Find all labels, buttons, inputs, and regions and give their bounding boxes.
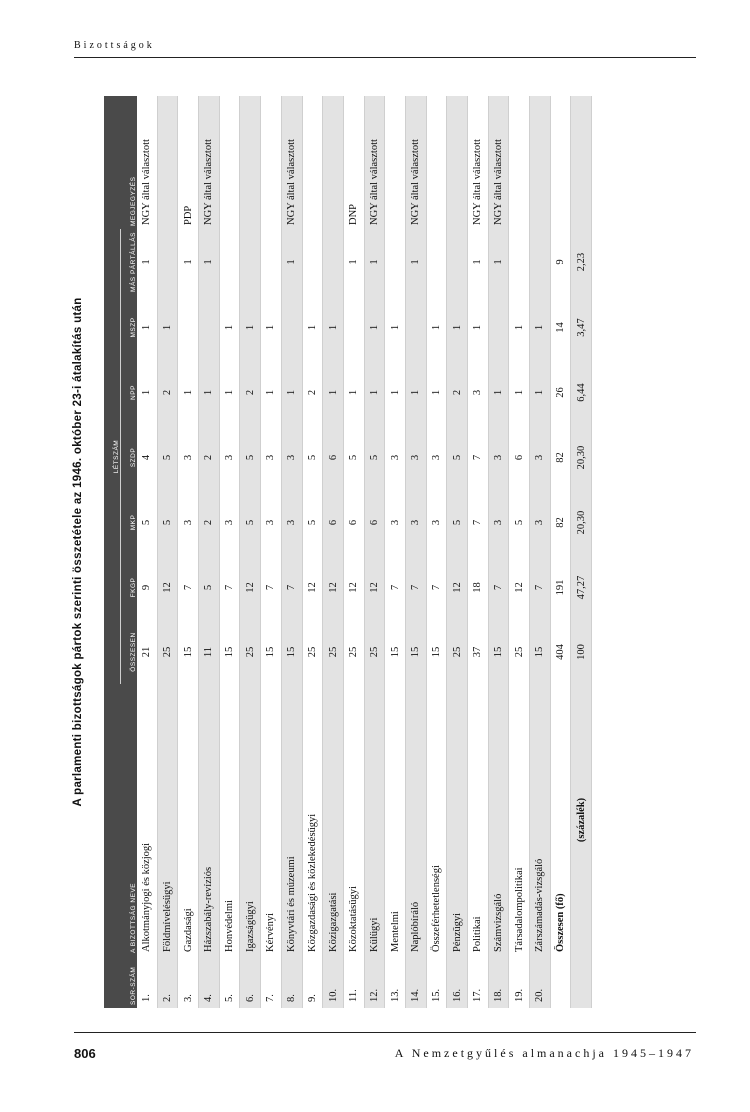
count-mszp: 1 <box>364 295 385 360</box>
count-fkgp: 5 <box>199 555 220 620</box>
remark <box>426 96 447 229</box>
committee-name: Kérvényi <box>261 684 282 956</box>
committee-number: 14. <box>405 956 426 1008</box>
committee-number: 6. <box>240 956 261 1008</box>
count-osszesen: 21 <box>137 620 157 684</box>
header-mszp: MSZP <box>121 295 138 360</box>
count-mszp: 1 <box>385 295 406 360</box>
count-szdp: 6 <box>323 425 344 490</box>
remark: NGY által választott <box>281 96 302 229</box>
count-mszp <box>488 295 509 360</box>
header-osszesen: ÖSSZESEN <box>121 620 138 684</box>
count-npp: 1 <box>530 360 551 425</box>
remark: NGY által választott <box>468 96 489 229</box>
percent-row <box>571 96 592 1008</box>
count-npp: 2 <box>447 360 468 425</box>
table-row <box>137 96 157 1008</box>
committee-table-wrapper <box>104 96 587 1008</box>
count-osszesen: 15 <box>530 620 551 684</box>
committee-name: Társadalompolitikai <box>509 684 530 956</box>
table-row <box>509 96 530 1008</box>
table-title: A parlamenti bizottságok pártok szerinti összetétele az 1946. október 23-i átalakítás után <box>72 297 84 807</box>
count-mas: 1 <box>178 229 199 295</box>
count-mszp: 1 <box>219 295 240 360</box>
count-mkp: 7 <box>468 490 489 555</box>
remark: NGY által választott <box>488 96 509 229</box>
committee-number: 12. <box>364 956 385 1008</box>
committee-name: Politikai <box>468 684 489 956</box>
committee-number: 7. <box>261 956 282 1008</box>
committee-number: 10. <box>323 956 344 1008</box>
count-osszesen: 15 <box>488 620 509 684</box>
total-fkgp: 191 <box>550 555 571 620</box>
count-mas: 1 <box>488 229 509 295</box>
total-npp: 26 <box>550 360 571 425</box>
count-mszp: 1 <box>426 295 447 360</box>
committee-number: 17. <box>468 956 489 1008</box>
table-row <box>219 96 240 1008</box>
table-row <box>447 96 468 1008</box>
committee-name: Igazságügyi <box>240 684 261 956</box>
remark <box>385 96 406 229</box>
committee-number: 15. <box>426 956 447 1008</box>
count-osszesen: 15 <box>405 620 426 684</box>
percent-mkp: 20,30 <box>571 490 592 555</box>
count-npp: 1 <box>385 360 406 425</box>
committee-number: 18. <box>488 956 509 1008</box>
count-osszesen: 25 <box>509 620 530 684</box>
count-mas <box>385 229 406 295</box>
count-mkp: 3 <box>219 490 240 555</box>
committee-number: 20. <box>530 956 551 1008</box>
count-mszp: 1 <box>447 295 468 360</box>
count-mszp: 1 <box>302 295 323 360</box>
count-mas <box>157 229 178 295</box>
count-mszp <box>343 295 364 360</box>
total-row <box>550 96 571 1008</box>
header-megjegyzes: MEGJEGYZÉS <box>104 96 137 229</box>
remark <box>447 96 468 229</box>
count-mkp: 5 <box>157 490 178 555</box>
count-npp: 1 <box>405 360 426 425</box>
count-szdp: 5 <box>240 425 261 490</box>
header-fkgp: FKGP <box>121 555 138 620</box>
count-mkp: 3 <box>178 490 199 555</box>
table-row <box>426 96 447 1008</box>
total-mas: 9 <box>550 229 571 295</box>
count-szdp: 3 <box>426 425 447 490</box>
committee-name: Házszabály-revíziós <box>199 684 220 956</box>
committee-number: 9. <box>302 956 323 1008</box>
count-szdp: 3 <box>219 425 240 490</box>
count-fkgp: 12 <box>157 555 178 620</box>
count-fkgp: 7 <box>530 555 551 620</box>
page-number: 806 <box>74 1046 96 1061</box>
count-mas <box>302 229 323 295</box>
percent-label: (százalék) <box>571 684 592 956</box>
count-mszp: 1 <box>261 295 282 360</box>
count-szdp: 5 <box>364 425 385 490</box>
count-mkp: 3 <box>261 490 282 555</box>
count-osszesen: 15 <box>385 620 406 684</box>
remark <box>219 96 240 229</box>
count-szdp: 3 <box>405 425 426 490</box>
count-fkgp: 12 <box>302 555 323 620</box>
committee-number: 1. <box>137 956 157 1008</box>
table-title-strip <box>60 96 96 1008</box>
count-mszp: 1 <box>240 295 261 360</box>
remark <box>530 96 551 229</box>
count-mkp: 5 <box>447 490 468 555</box>
count-szdp: 3 <box>178 425 199 490</box>
committee-name: Naplóbíráló <box>405 684 426 956</box>
header-mkp: MKP <box>121 490 138 555</box>
count-mkp: 5 <box>240 490 261 555</box>
count-mas: 1 <box>137 229 157 295</box>
count-npp: 1 <box>426 360 447 425</box>
committee-number: 2. <box>157 956 178 1008</box>
book-title: A Nemzetgyűlés almanachja 1945–1947 <box>394 1046 694 1060</box>
count-mszp: 1 <box>157 295 178 360</box>
count-mkp: 5 <box>302 490 323 555</box>
count-fkgp: 12 <box>509 555 530 620</box>
count-npp: 1 <box>219 360 240 425</box>
count-szdp: 6 <box>509 425 530 490</box>
committee-name: Közoktatásügyi <box>343 684 364 956</box>
count-npp: 1 <box>199 360 220 425</box>
count-mas: 1 <box>364 229 385 295</box>
count-osszesen: 25 <box>343 620 364 684</box>
committee-number: 19. <box>509 956 530 1008</box>
count-mas: 1 <box>281 229 302 295</box>
count-szdp: 3 <box>261 425 282 490</box>
committee-name: Számvizsgáló <box>488 684 509 956</box>
committee-name: Gazdasági <box>178 684 199 956</box>
count-fkgp: 7 <box>488 555 509 620</box>
count-npp: 2 <box>240 360 261 425</box>
committee-name: Külügyi <box>364 684 385 956</box>
count-fkgp: 7 <box>405 555 426 620</box>
count-osszesen: 11 <box>199 620 220 684</box>
committee-name: Honvédelmi <box>219 684 240 956</box>
total-mkp: 82 <box>550 490 571 555</box>
count-fkgp: 7 <box>426 555 447 620</box>
count-szdp: 5 <box>343 425 364 490</box>
count-fkgp: 7 <box>178 555 199 620</box>
count-mkp: 6 <box>323 490 344 555</box>
percent-fkgp: 47,27 <box>571 555 592 620</box>
header-sorszam: SOR-SZÁM <box>104 956 137 1008</box>
count-npp: 1 <box>178 360 199 425</box>
remark <box>157 96 178 229</box>
count-fkgp: 12 <box>323 555 344 620</box>
count-osszesen: 15 <box>426 620 447 684</box>
count-mkp: 3 <box>488 490 509 555</box>
count-mkp: 5 <box>509 490 530 555</box>
count-osszesen: 25 <box>240 620 261 684</box>
committee-name: Mentelmi <box>385 684 406 956</box>
count-mkp: 3 <box>405 490 426 555</box>
percent-osszesen: 100 <box>571 620 592 684</box>
table-row <box>261 96 282 1008</box>
count-fkgp: 7 <box>261 555 282 620</box>
total-mszp: 14 <box>550 295 571 360</box>
count-mas: 1 <box>343 229 364 295</box>
count-osszesen: 25 <box>447 620 468 684</box>
count-npp: 1 <box>364 360 385 425</box>
table-row <box>468 96 489 1008</box>
count-mszp <box>178 295 199 360</box>
count-npp: 1 <box>488 360 509 425</box>
remark: NGY által választott <box>364 96 385 229</box>
count-fkgp: 18 <box>468 555 489 620</box>
count-szdp: 4 <box>137 425 157 490</box>
committee-number: 3. <box>178 956 199 1008</box>
running-header: Bizottságok <box>74 40 155 51</box>
committee-name: Zárszámadás-vizsgáló <box>530 684 551 956</box>
count-mkp: 3 <box>281 490 302 555</box>
count-mszp: 1 <box>509 295 530 360</box>
table-row <box>240 96 261 1008</box>
header-letszam: LÉTSZÁM <box>104 229 121 684</box>
count-szdp: 2 <box>199 425 220 490</box>
count-mszp <box>199 295 220 360</box>
count-fkgp: 12 <box>364 555 385 620</box>
footer-rule <box>74 1032 696 1033</box>
count-szdp: 7 <box>468 425 489 490</box>
count-fkgp: 9 <box>137 555 157 620</box>
percent-szdp: 20,30 <box>571 425 592 490</box>
count-osszesen: 37 <box>468 620 489 684</box>
count-szdp: 3 <box>385 425 406 490</box>
count-mszp: 1 <box>323 295 344 360</box>
remark: NGY által választott <box>137 96 157 229</box>
count-mas <box>447 229 468 295</box>
committee-name: Alkotmányjogi és közjogi <box>137 684 157 956</box>
count-fkgp: 12 <box>343 555 364 620</box>
count-mas <box>530 229 551 295</box>
count-szdp: 3 <box>281 425 302 490</box>
count-szdp: 5 <box>302 425 323 490</box>
count-mszp: 1 <box>137 295 157 360</box>
count-mszp <box>405 295 426 360</box>
count-mas <box>509 229 530 295</box>
table-row <box>343 96 364 1008</box>
count-mszp: 1 <box>530 295 551 360</box>
count-fkgp: 12 <box>447 555 468 620</box>
count-mas: 1 <box>199 229 220 295</box>
total-osszesen: 404 <box>550 620 571 684</box>
table-row <box>405 96 426 1008</box>
count-mas: 1 <box>468 229 489 295</box>
count-szdp: 5 <box>447 425 468 490</box>
count-mas <box>426 229 447 295</box>
header-szdp: SZDP <box>121 425 138 490</box>
committee-name: Pénzügyi <box>447 684 468 956</box>
count-npp: 1 <box>281 360 302 425</box>
count-fkgp: 7 <box>219 555 240 620</box>
count-osszesen: 25 <box>302 620 323 684</box>
committee-number: 5. <box>219 956 240 1008</box>
committee-number: 16. <box>447 956 468 1008</box>
table-row <box>302 96 323 1008</box>
count-mkp: 3 <box>385 490 406 555</box>
committee-name: Könyvtári és múzeumi <box>281 684 302 956</box>
count-npp: 2 <box>302 360 323 425</box>
committee-name: Összeférhetetlenségi <box>426 684 447 956</box>
remark: NGY által választott <box>199 96 220 229</box>
table-row <box>488 96 509 1008</box>
header-rule <box>74 57 696 58</box>
committee-name: Közgazdasági és közlekedésügyi <box>302 684 323 956</box>
count-mkp: 5 <box>137 490 157 555</box>
remark <box>261 96 282 229</box>
count-mkp: 2 <box>199 490 220 555</box>
total-label: Összesen (fő) <box>550 684 571 956</box>
header-mas-partallas: MÁS PÁRTÁLLÁS <box>121 229 138 295</box>
remark: PDP <box>178 96 199 229</box>
committee-number: 11. <box>343 956 364 1008</box>
count-mas <box>323 229 344 295</box>
table-row <box>364 96 385 1008</box>
count-mas <box>261 229 282 295</box>
table-row <box>178 96 199 1008</box>
count-mas <box>240 229 261 295</box>
remark <box>240 96 261 229</box>
count-fkgp: 7 <box>281 555 302 620</box>
committee-name: Közigazgatási <box>323 684 344 956</box>
count-npp: 2 <box>157 360 178 425</box>
header-npp: NPP <box>121 360 138 425</box>
percent-mas: 2,23 <box>571 229 592 295</box>
count-mszp: 1 <box>468 295 489 360</box>
count-osszesen: 15 <box>178 620 199 684</box>
remark <box>302 96 323 229</box>
count-mas <box>219 229 240 295</box>
committee-composition-table <box>104 96 592 1008</box>
header-committee-name: A BIZOTTSÁG NEVE <box>104 684 137 956</box>
count-szdp: 3 <box>488 425 509 490</box>
table-row <box>281 96 302 1008</box>
committee-name: Földmívelésügyi <box>157 684 178 956</box>
table-row <box>385 96 406 1008</box>
count-osszesen: 15 <box>281 620 302 684</box>
count-osszesen: 15 <box>219 620 240 684</box>
table-row <box>199 96 220 1008</box>
remark <box>509 96 530 229</box>
remark: DNP <box>343 96 364 229</box>
count-osszesen: 25 <box>323 620 344 684</box>
table-row <box>530 96 551 1008</box>
count-osszesen: 25 <box>157 620 178 684</box>
committee-number: 4. <box>199 956 220 1008</box>
percent-npp: 6,44 <box>571 360 592 425</box>
count-szdp: 3 <box>530 425 551 490</box>
count-mas: 1 <box>405 229 426 295</box>
count-mszp <box>281 295 302 360</box>
count-szdp: 5 <box>157 425 178 490</box>
remark <box>323 96 344 229</box>
count-fkgp: 7 <box>385 555 406 620</box>
count-osszesen: 15 <box>261 620 282 684</box>
count-fkgp: 12 <box>240 555 261 620</box>
committee-number: 13. <box>385 956 406 1008</box>
count-npp: 1 <box>343 360 364 425</box>
count-npp: 3 <box>468 360 489 425</box>
count-npp: 1 <box>137 360 157 425</box>
table-row <box>157 96 178 1008</box>
count-npp: 1 <box>509 360 530 425</box>
committee-number: 8. <box>281 956 302 1008</box>
total-szdp: 82 <box>550 425 571 490</box>
percent-mszp: 3,47 <box>571 295 592 360</box>
count-npp: 1 <box>323 360 344 425</box>
count-npp: 1 <box>261 360 282 425</box>
table-row <box>323 96 344 1008</box>
count-mkp: 3 <box>426 490 447 555</box>
count-mkp: 6 <box>364 490 385 555</box>
count-mkp: 3 <box>530 490 551 555</box>
remark: NGY által választott <box>405 96 426 229</box>
count-mkp: 6 <box>343 490 364 555</box>
count-osszesen: 25 <box>364 620 385 684</box>
